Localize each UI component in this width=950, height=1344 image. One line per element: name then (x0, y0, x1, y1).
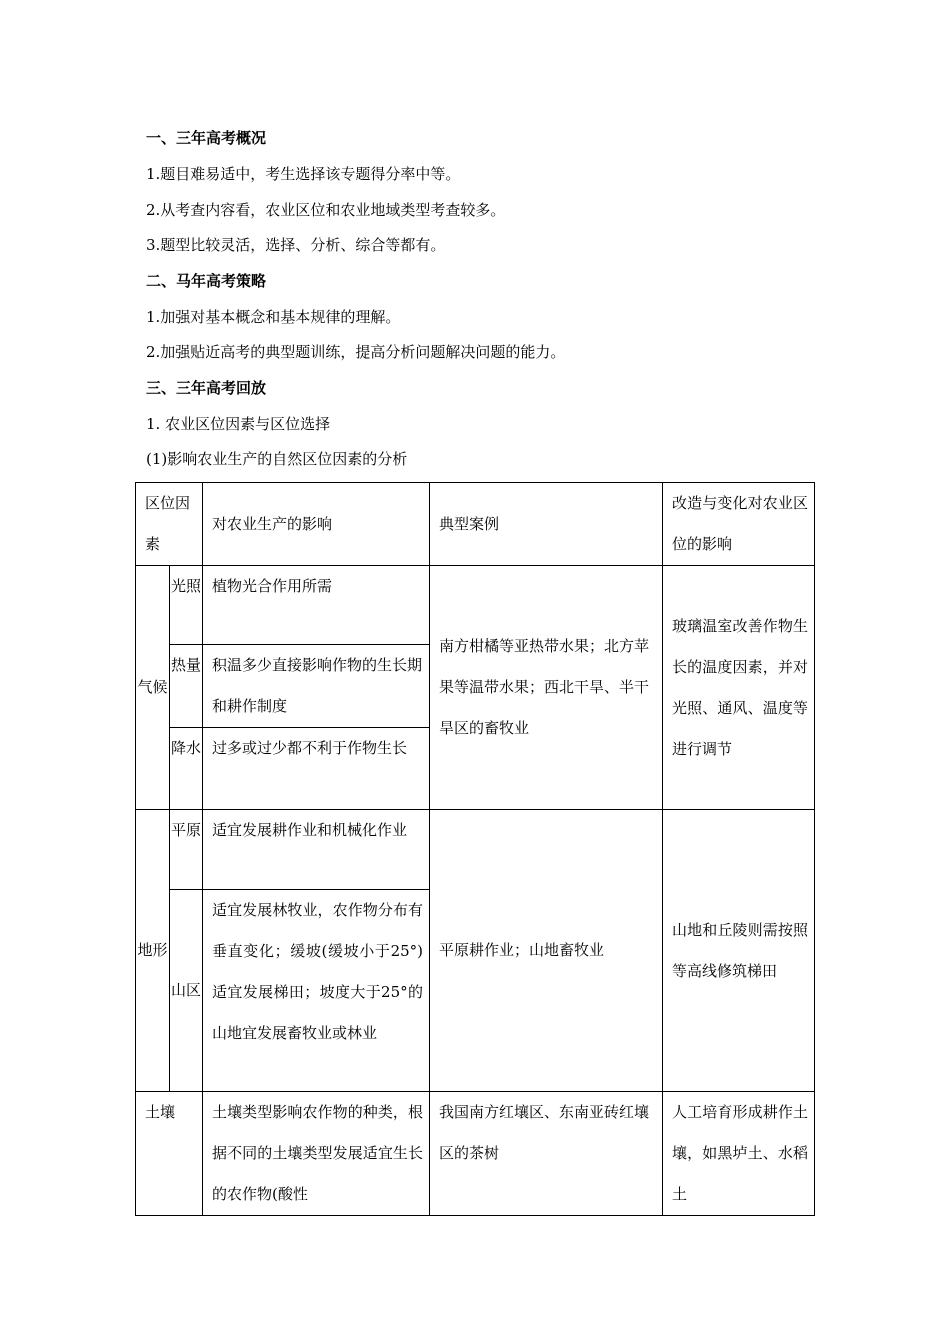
mountain-impact: 适宜发展林牧业，农作物分布有垂直变化；缓坡(缓坡小于25°)适宜发展梯田；坡度大于25°的山地宜发展畜牧业或林业 (203, 890, 430, 1092)
table-header-row (136, 483, 815, 566)
section-3-table-caption: (1)影响农业生产的自然区位因素的分析 (146, 450, 408, 468)
soil-cases: 我国南方红壤区、东南亚砖红壤区的茶树 (430, 1092, 663, 1216)
rain-label: 降水 (170, 728, 203, 810)
terrain-cases: 平原耕作业；山地畜牧业 (430, 810, 663, 1092)
climate-transform: 玻璃温室改善作物生长的温度因素，并对光照、通风、温度等进行调节 (663, 566, 815, 810)
heat-impact: 积温多少直接影响作物的生长期和耕作制度 (203, 645, 430, 728)
climate-cases: 南方柑橘等亚热带水果；北方苹果等温带水果；西北干旱、半干旱区的畜牧业 (430, 566, 663, 810)
soil-transform: 人工培育形成耕作土壤，如黑垆土、水稻土 (663, 1092, 815, 1216)
light-label: 光照 (170, 566, 203, 645)
section-3-title: 三、三年高考回放 (146, 379, 267, 397)
climate-group: 气候 (136, 566, 170, 810)
terrain-group: 地形 (136, 810, 170, 1092)
header-factor: 区位因素 (136, 483, 203, 566)
section-1-item: 3.题型比较灵活，选择、分析、综合等都有。 (146, 236, 446, 254)
section-2-item: 1.加强对基本概念和基本规律的理解。 (146, 308, 401, 326)
section-1-title: 一、三年高考概况 (146, 129, 267, 147)
mountain-label: 山区 (170, 890, 203, 1092)
location-factor-table (135, 482, 815, 1216)
header-impact: 对农业生产的影响 (203, 483, 430, 566)
rain-impact: 过多或过少都不利于作物生长 (203, 728, 430, 810)
table-row (136, 566, 815, 645)
soil-group: 土壤 (136, 1092, 203, 1216)
plain-label: 平原 (170, 810, 203, 890)
section-2-title: 二、马年高考策略 (146, 272, 267, 290)
terrain-transform: 山地和丘陵则需按照等高线修筑梯田 (663, 810, 815, 1092)
heat-label: 热量 (170, 645, 203, 728)
section-3-subtitle: 1. 农业区位因素与区位选择 (146, 415, 331, 433)
header-transform: 改造与变化对农业区位的影响 (663, 483, 815, 566)
table-row (136, 1092, 815, 1216)
header-cases: 典型案例 (430, 483, 663, 566)
section-2-item: 2.加强贴近高考的典型题训练，提高分析问题解决问题的能力。 (146, 343, 566, 361)
light-impact: 植物光合作用所需 (203, 566, 430, 645)
section-1-item: 1.题目难易适中，考生选择该专题得分率中等。 (146, 165, 461, 183)
plain-impact: 适宜发展耕作业和机械化作业 (203, 810, 430, 890)
table-row (136, 810, 815, 890)
soil-impact: 土壤类型影响农作物的种类，根据不同的土壤类型发展适宜生长的农作物(酸性 (203, 1092, 430, 1216)
section-1-item: 2.从考查内容看，农业区位和农业地域类型考查较多。 (146, 201, 506, 219)
